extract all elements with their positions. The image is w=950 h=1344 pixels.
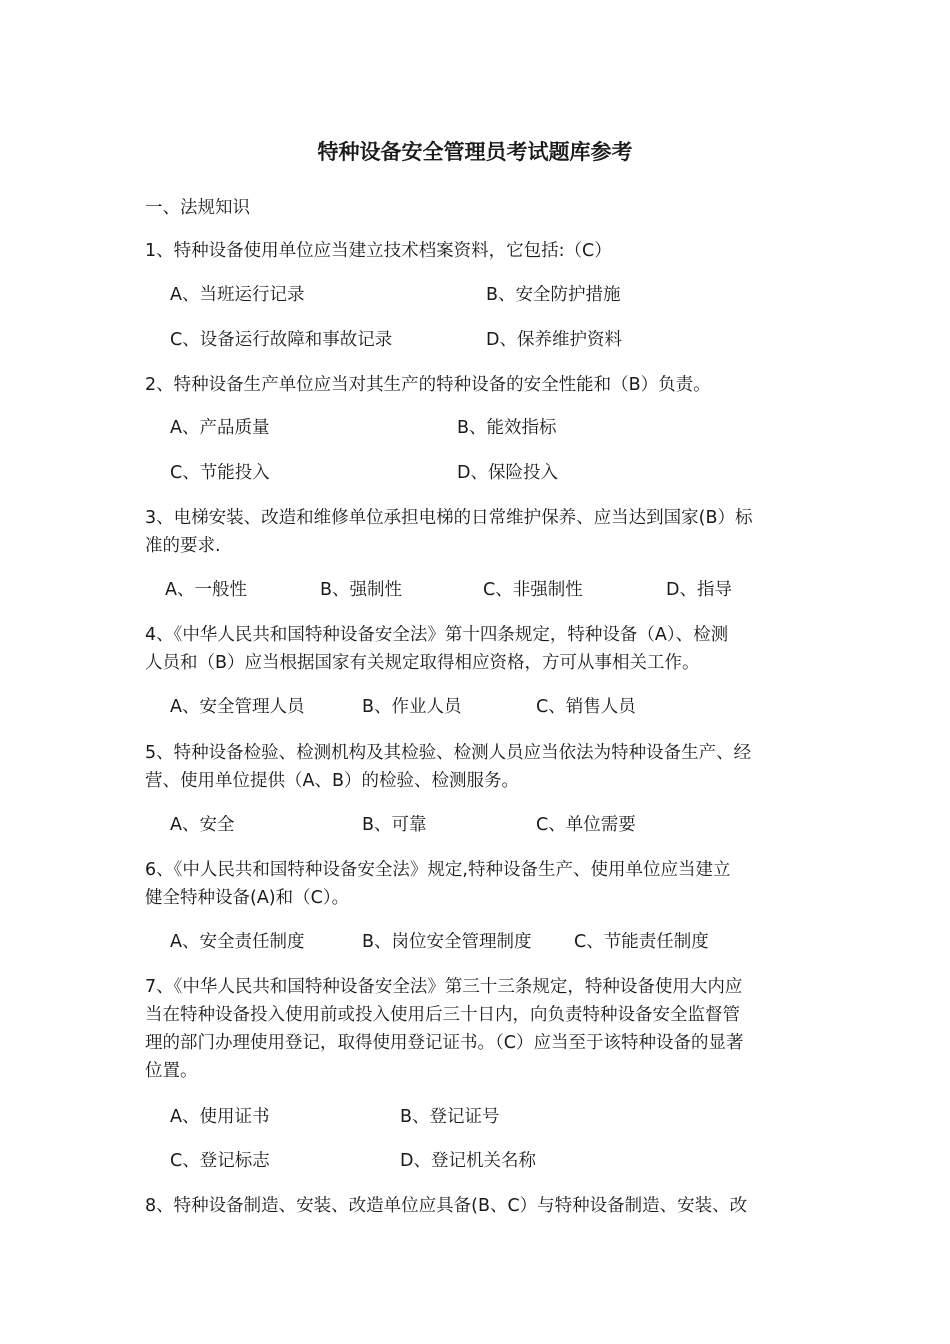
question-6-text-line-2: 健全特种设备(A)和（C）。 bbox=[145, 888, 350, 908]
q3-option-a: A、一般性 bbox=[165, 580, 247, 600]
q2-option-a: A、产品质量 bbox=[170, 418, 270, 438]
q5-option-c: C、单位需要 bbox=[536, 815, 636, 835]
question-7-text-line-3: 理的部门办理使用登记，取得使用登记证书。（C）应当至于该特种设备的显著 bbox=[145, 1033, 744, 1053]
q3-option-d: D、指导 bbox=[666, 580, 732, 600]
q2-option-b: B、能效指标 bbox=[457, 418, 557, 438]
q4-option-a: A、安全管理人员 bbox=[170, 697, 305, 717]
question-1-text: 1、特种设备使用单位应当建立技术档案资料，它包括:（C） bbox=[145, 241, 612, 261]
section-heading: 一、法规知识 bbox=[145, 198, 250, 218]
question-6-text-line-1: 6、《中人民共和国特种设备安全法》规定,特种设备生产、使用单位应当建立 bbox=[145, 860, 731, 880]
q4-option-b: B、作业人员 bbox=[362, 697, 462, 717]
q7-option-d: D、登记机关名称 bbox=[400, 1151, 536, 1171]
question-4-text-line-1: 4、《中华人民共和国特种设备安全法》第十四条规定，特种设备（A）、检测 bbox=[145, 625, 729, 645]
question-8-text-line-1: 8、特种设备制造、安装、改造单位应具备(B、C）与特种设备制造、安装、改 bbox=[145, 1196, 748, 1216]
q3-option-b: B、强制性 bbox=[320, 580, 403, 600]
q1-option-d: D、保养维护资料 bbox=[486, 330, 622, 350]
q6-option-b: B、岗位安全管理制度 bbox=[362, 932, 532, 952]
q5-option-a: A、安全 bbox=[170, 815, 235, 835]
question-4-text-line-2: 人员和（B）应当根据国家有关规定取得相应资格，方可从事相关工作。 bbox=[145, 653, 700, 673]
q7-option-b: B、登记证号 bbox=[400, 1107, 500, 1127]
question-7-text-line-4: 位置。 bbox=[145, 1061, 198, 1081]
q3-option-c: C、非强制性 bbox=[483, 580, 583, 600]
q4-option-c: C、销售人员 bbox=[536, 697, 636, 717]
q2-option-d: D、保险投入 bbox=[457, 463, 558, 483]
q6-option-c: C、节能责任制度 bbox=[574, 932, 709, 952]
question-3-text-line-1: 3、电梯安装、改造和维修单位承担电梯的日常维护保养、应当达到国家(B）标 bbox=[145, 508, 753, 528]
q2-option-c: C、节能投入 bbox=[170, 463, 270, 483]
q1-option-b: B、安全防护措施 bbox=[486, 285, 621, 305]
q1-option-a: A、当班运行记录 bbox=[170, 285, 305, 305]
q6-option-a: A、安全责任制度 bbox=[170, 932, 305, 952]
question-5-text-line-2: 营、使用单位提供（A、B）的检验、检测服务。 bbox=[145, 771, 519, 791]
question-3-text-line-2: 准的要求. bbox=[145, 536, 221, 556]
question-2-text: 2、特种设备生产单位应当对其生产的特种设备的安全性能和（B）负责。 bbox=[145, 375, 711, 395]
q5-option-b: B、可靠 bbox=[362, 815, 427, 835]
page-title: 特种设备安全管理员考试题库参考 bbox=[317, 140, 633, 164]
question-5-text-line-1: 5、特种设备检验、检测机构及其检验、检测人员应当依法为特种设备生产、经 bbox=[145, 743, 752, 763]
question-7-text-line-1: 7、《中华人民共和国特种设备安全法》第三十三条规定，特种设备使用大内应 bbox=[145, 977, 743, 997]
q7-option-c: C、登记标志 bbox=[170, 1151, 270, 1171]
q1-option-c: C、设备运行故障和事故记录 bbox=[170, 330, 393, 350]
q7-option-a: A、使用证书 bbox=[170, 1107, 270, 1127]
question-7-text-line-2: 当在特种设备投入使用前或投入使用后三十日内，向负责特种设备安全监督管 bbox=[145, 1005, 740, 1025]
